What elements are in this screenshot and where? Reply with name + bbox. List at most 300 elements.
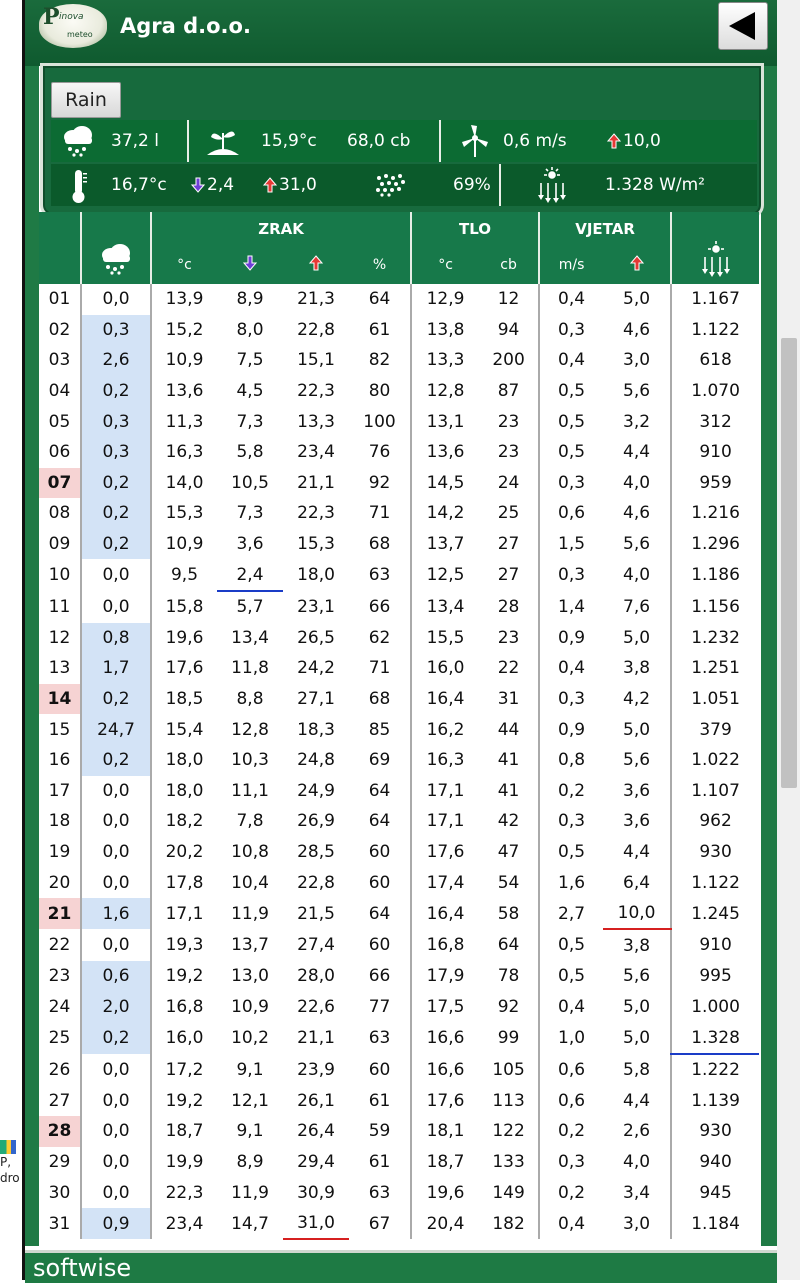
value-cell-rh: 80 [368,381,391,402]
value-cell-tmin: 5,7 [236,597,264,618]
value-cell-rad: 945 [671,1177,759,1208]
value-cell-tmax: 23,1 [297,596,335,617]
monthly-summary [43,66,761,215]
fragment-text-1: P, [0,1155,12,1169]
value-cell-rad: 930 [671,837,759,868]
divider [187,120,189,162]
value-cell-rh: 71 [368,658,391,679]
value-cell-tmin: 11,1 [231,780,269,801]
divider [499,164,501,206]
value-cell-rain: 0,3 [81,406,151,437]
value-cell-tmax: 18,0 [297,565,335,586]
value-cell-tmin: 7,5 [236,350,264,371]
value-cell-st: 18,1 [411,1116,479,1147]
value-cell-ws: 0,6 [539,1085,603,1116]
value-cell-t: 17,6 [151,653,217,684]
table-row [39,898,759,930]
wind-max: 10,0 [623,131,661,151]
value-cell-rh: 82 [368,350,391,371]
value-cell-ws: 0,2 [539,776,603,807]
value-cell-rain: 0,0 [81,776,151,807]
value-cell-sc: 64 [497,935,520,956]
value-cell-tmax: 27,4 [297,935,335,956]
day-cell: 23 [48,966,71,987]
value-cell-rain: 0,2 [81,376,151,407]
value-cell-rh: 60 [368,935,391,956]
value-cell-rad: 1.070 [671,376,759,407]
value-cell-rad: 1.251 [671,653,759,684]
station-title: Agra d.o.o. [120,14,251,38]
value-cell-wmax: 4,4 [623,442,651,463]
wind-max-header [603,246,671,284]
value-cell-rain: 2,6 [81,345,151,376]
rain-column-header [81,212,151,284]
table-row [39,961,759,992]
value-cell-rad: 1.184 [671,1208,759,1240]
value-cell-t: 13,9 [151,284,217,315]
value-cell-st: 16,6 [411,1054,479,1086]
value-cell-ws: 0,9 [539,623,603,654]
value-cell-st: 17,4 [411,867,479,898]
value-cell-tmin: 13,7 [231,935,269,956]
value-cell-rad: 1.216 [671,498,759,529]
table-row [39,653,759,684]
scrollbar-thumb[interactable] [781,338,797,788]
day-cell: 18 [48,811,71,832]
value-cell-t: 19,3 [151,929,217,961]
day-cell: 14 [39,684,81,715]
value-cell-ws: 0,4 [539,992,603,1023]
value-cell-ws: 0,3 [539,1147,603,1178]
wind-turbine-icon [459,124,491,158]
value-cell-rh: 60 [368,841,391,862]
table-row [39,315,759,346]
day-cell: 06 [48,442,71,463]
value-cell-rain: 0,0 [81,837,151,868]
value-cell-ws: 1,0 [539,1022,603,1054]
value-cell-tmax: 15,1 [297,350,335,371]
humidity-unit: % [349,246,411,284]
value-cell-rad: 1.296 [671,529,759,560]
value-cell-sc: 78 [497,966,520,987]
value-cell-wmax: 4,4 [623,1090,651,1111]
value-cell-rh: 64 [368,903,391,924]
value-cell-ws: 0,3 [539,684,603,715]
value-cell-wmax: 5,0 [623,996,651,1017]
value-cell-rad: 940 [671,1147,759,1178]
value-cell-st: 14,5 [411,468,479,499]
value-cell-rain: 0,0 [81,867,151,898]
wind-average: 0,6 m/s [503,131,567,151]
value-cell-st: 16,4 [411,684,479,715]
value-cell-rh: 62 [368,627,391,648]
value-cell-tmin: 9,1 [236,1121,264,1142]
soil-group-header: TLO [411,212,539,246]
value-cell-sc: 54 [497,872,520,893]
day-cell: 24 [48,996,71,1017]
value-cell-rad: 1.186 [671,559,759,591]
value-cell-rain: 2,0 [81,992,151,1023]
background-window-fragment [0,1140,22,1200]
value-cell-ws: 0,2 [539,1116,603,1147]
value-cell-t: 15,2 [151,315,217,346]
value-cell-rh: 71 [368,503,391,524]
value-cell-tmax: 21,3 [297,289,335,310]
value-cell-st: 17,1 [411,806,479,837]
value-cell-ws: 0,5 [539,837,603,868]
value-cell-t: 14,0 [151,468,217,499]
day-cell: 08 [48,503,71,524]
value-cell-t: 20,2 [151,837,217,868]
value-cell-tmax: 21,5 [297,903,335,924]
value-cell-tmax: 22,3 [297,381,335,402]
air-temp-unit: °c [151,246,217,284]
value-cell-tmax: 24,9 [297,780,335,801]
value-cell-rain: 0,8 [81,623,151,654]
value-cell-ws: 0,8 [539,745,603,776]
value-cell-sc: 41 [497,750,520,771]
table-row [39,1085,759,1116]
value-cell-tmin: 8,9 [236,289,264,310]
value-cell-ws: 0,2 [539,1177,603,1208]
rain-button[interactable]: Rain [51,82,121,118]
value-cell-wmax: 4,0 [623,1151,651,1172]
value-cell-rain: 0,6 [81,961,151,992]
value-cell-t: 19,2 [151,1085,217,1116]
value-cell-st: 17,1 [411,776,479,807]
value-cell-rad: 930 [671,1116,759,1147]
value-cell-wmax: 7,6 [623,596,651,617]
app-header [25,0,777,69]
value-cell-sc: 23 [497,411,520,432]
value-cell-st: 16,6 [411,1022,479,1054]
value-cell-sc: 200 [492,350,525,371]
value-cell-t: 16,3 [151,437,217,468]
value-cell-ws: 0,4 [539,653,603,684]
value-cell-rad: 1.139 [671,1085,759,1116]
value-cell-rain: 0,2 [81,529,151,560]
value-cell-ws: 0,5 [539,376,603,407]
value-cell-t: 18,0 [151,745,217,776]
day-cell: 15 [48,719,71,740]
summary-row-2 [51,164,757,206]
table-row [39,345,759,376]
soil-moisture: 68,0 cb [347,131,411,151]
app-icon [0,1140,16,1154]
table-row [39,406,759,437]
value-cell-wmax: 4,0 [623,472,651,493]
logo-letter: P [43,4,60,30]
value-cell-tmax: 28,0 [297,966,335,987]
value-cell-sc: 25 [497,503,520,524]
value-cell-ws: 1,4 [539,591,603,623]
value-cell-sc: 24 [497,472,520,493]
wind-group-header: VJETAR [539,212,671,246]
divider [439,120,441,162]
value-cell-tmax: 21,1 [297,472,335,493]
day-cell: 03 [48,350,71,371]
wind-speed-unit: m/s [539,246,603,284]
value-cell-wmax: 3,6 [623,780,651,801]
value-cell-sc: 12 [497,289,520,310]
value-cell-t: 15,4 [151,714,217,745]
day-cell: 29 [48,1151,71,1172]
arrow-up-icon [263,177,277,193]
value-cell-tmax: 21,1 [297,1028,335,1049]
value-cell-sc: 182 [492,1213,525,1234]
day-cell: 30 [48,1182,71,1203]
value-cell-t: 19,6 [151,623,217,654]
value-cell-ws: 0,5 [539,437,603,468]
table-row [39,684,759,715]
summary-row-1 [51,120,757,162]
value-cell-ws: 1,6 [539,867,603,898]
desktop-strip [0,0,22,1280]
solar-radiation: 1.328 W/m² [605,175,705,195]
value-cell-tmin: 7,3 [236,411,264,432]
day-cell: 01 [48,289,71,310]
footer-bar [25,1250,777,1283]
air-min: 2,4 [207,175,235,195]
value-cell-rain: 1,7 [81,653,151,684]
value-cell-ws: 0,4 [539,284,603,315]
day-cell: 13 [48,658,71,679]
value-cell-st: 19,6 [411,1177,479,1208]
value-cell-st: 13,8 [411,315,479,346]
value-cell-rad: 1.232 [671,623,759,654]
value-cell-t: 10,9 [151,345,217,376]
value-cell-tmin: 10,2 [231,1028,269,1049]
value-cell-ws: 0,5 [539,406,603,437]
value-cell-tmin: 12,1 [231,1090,269,1111]
value-cell-st: 12,5 [411,559,479,591]
table-row [39,1177,759,1208]
value-cell-sc: 44 [497,719,520,740]
value-cell-tmax: 26,4 [297,1121,335,1142]
value-cell-wmax: 6,4 [623,872,651,893]
value-cell-wmax: 5,0 [623,289,651,310]
humidity: 69% [453,175,491,195]
value-cell-sc: 149 [492,1182,525,1203]
value-cell-st: 13,3 [411,345,479,376]
value-cell-t: 19,2 [151,961,217,992]
value-cell-wmax: 4,0 [623,565,651,586]
value-cell-rain: 0,2 [81,1022,151,1054]
value-cell-ws: 0,3 [539,806,603,837]
value-cell-rain: 0,3 [81,437,151,468]
value-cell-tmin: 8,8 [236,689,264,710]
day-cell: 12 [48,627,71,648]
rain-cloud-icon [99,242,133,276]
value-cell-rain: 0,0 [81,1116,151,1147]
value-cell-ws: 0,3 [539,559,603,591]
value-cell-st: 16,3 [411,745,479,776]
value-cell-tmin: 4,5 [236,381,264,402]
day-cell: 26 [48,1059,71,1080]
air-temperature: 16,7°c [111,175,167,195]
table-row [39,376,759,407]
back-arrow-icon [727,10,759,42]
page-scrollbar[interactable] [777,0,800,1280]
value-cell-tmin: 12,8 [231,719,269,740]
soil-sprout-icon [205,125,241,157]
value-cell-wmax: 3,8 [623,935,651,956]
value-cell-st: 20,4 [411,1208,479,1240]
value-cell-rain: 0,9 [81,1208,151,1240]
table-header-groups [39,212,759,246]
value-cell-sc: 94 [497,319,520,340]
value-cell-t: 18,7 [151,1116,217,1147]
value-cell-rad: 618 [671,345,759,376]
value-cell-t: 18,0 [151,776,217,807]
value-cell-tmin: 3,6 [236,534,264,555]
value-cell-rain: 0,2 [81,684,151,715]
value-cell-tmin: 7,3 [236,503,264,524]
value-cell-tmax: 26,1 [297,1090,335,1111]
value-cell-rad: 959 [671,468,759,499]
table-row [39,714,759,745]
table-row [39,559,759,591]
table-row [39,529,759,560]
table-row [39,806,759,837]
value-cell-rad: 1.167 [671,284,759,315]
value-cell-ws: 0,3 [539,315,603,346]
value-cell-rad: 1.051 [671,684,759,715]
value-cell-wmax: 3,4 [623,1182,651,1203]
value-cell-tmax: 24,8 [297,750,335,771]
value-cell-rain: 0,2 [81,745,151,776]
value-cell-rain: 0,0 [81,559,151,591]
radiation-sun-icon [535,167,569,203]
content-panel [39,66,761,1250]
arrow-up-icon [630,255,644,271]
value-cell-rain: 0,2 [81,498,151,529]
day-cell: 22 [48,935,71,956]
soil-temperature: 15,9°c [261,131,317,151]
value-cell-rh: 66 [368,966,391,987]
value-cell-rh: 64 [368,811,391,832]
value-cell-rain: 0,0 [81,1054,151,1086]
value-cell-rh: 60 [368,1059,391,1080]
value-cell-st: 12,9 [411,284,479,315]
table-row [39,468,759,499]
table-row [39,1147,759,1178]
value-cell-st: 16,0 [411,653,479,684]
value-cell-rain: 0,2 [81,468,151,499]
value-cell-rh: 92 [368,472,391,493]
value-cell-ws: 0,5 [539,961,603,992]
value-cell-tmin: 13,4 [231,627,269,648]
day-cell: 31 [48,1213,71,1234]
value-cell-rh: 76 [368,442,391,463]
air-max-header [283,246,349,284]
soil-moisture-unit: cb [479,246,539,284]
value-cell-rh: 69 [368,750,391,771]
value-cell-wmax: 4,6 [623,503,651,524]
air-min-header [217,246,283,284]
value-cell-tmax: 22,6 [297,996,335,1017]
value-cell-sc: 122 [492,1121,525,1142]
value-cell-tmax: 26,9 [297,811,335,832]
value-cell-sc: 28 [497,596,520,617]
value-cell-st: 17,9 [411,961,479,992]
day-cell: 07 [39,468,81,499]
value-cell-rad: 962 [671,806,759,837]
value-cell-tmin: 10,4 [231,872,269,893]
value-cell-wmax: 3,6 [623,811,651,832]
value-cell-wmax: 3,2 [623,411,651,432]
value-cell-rad: 312 [671,406,759,437]
value-cell-t: 22,3 [151,1177,217,1208]
value-cell-t: 18,5 [151,684,217,715]
value-cell-tmax: 26,5 [297,627,335,648]
rain-cloud-icon [61,124,95,158]
value-cell-rain: 0,0 [81,1085,151,1116]
day-column-header [39,212,81,284]
value-cell-tmax: 28,5 [297,841,335,862]
value-cell-rh: 64 [368,780,391,801]
value-cell-tmax: 29,4 [297,1151,335,1172]
logo-text-top: inova [59,12,84,22]
value-cell-sc: 41 [497,780,520,801]
value-cell-tmax: 23,9 [297,1059,335,1080]
value-cell-sc: 23 [497,442,520,463]
thermometer-icon [69,168,89,204]
value-cell-sc: 58 [497,903,520,924]
daily-data-table [39,212,759,1240]
value-cell-tmax: 13,3 [297,411,335,432]
value-cell-wmax: 5,6 [623,534,651,555]
value-cell-t: 9,5 [151,559,217,591]
air-max: 31,0 [279,175,317,195]
value-cell-t: 17,2 [151,1054,217,1086]
rain-total: 37,2 l [111,131,159,151]
value-cell-st: 16,8 [411,929,479,961]
value-cell-rain: 1,6 [81,898,151,930]
value-cell-rad: 1.122 [671,867,759,898]
value-cell-rad: 1.156 [671,591,759,623]
table-row [39,1208,759,1240]
table-row [39,437,759,468]
value-cell-st: 13,6 [411,437,479,468]
value-cell-ws: 0,6 [539,498,603,529]
value-cell-ws: 0,4 [539,345,603,376]
value-cell-sc: 22 [497,658,520,679]
value-cell-rain: 0,0 [81,284,151,315]
value-cell-wmax: 5,6 [623,381,651,402]
value-cell-t: 15,3 [151,498,217,529]
back-button[interactable] [718,2,768,50]
value-cell-rad: 910 [671,437,759,468]
value-cell-tmax: 22,8 [297,872,335,893]
value-cell-rh: 61 [368,1090,391,1111]
value-cell-sc: 105 [492,1059,525,1080]
value-cell-t: 16,0 [151,1022,217,1054]
pinova-meteo-logo [39,4,107,48]
value-cell-sc: 27 [497,565,520,586]
table-row [39,591,759,623]
day-cell: 27 [48,1090,71,1111]
value-cell-rh: 61 [368,319,391,340]
value-cell-wmax: 10,0 [603,898,671,930]
value-cell-st: 16,2 [411,714,479,745]
value-cell-t: 17,1 [151,898,217,930]
value-cell-wmax: 5,6 [623,750,651,771]
value-cell-ws: 0,5 [539,929,603,961]
air-group-header: ZRAK [151,212,411,246]
value-cell-rain: 0,0 [81,1147,151,1178]
value-cell-rad: 1.000 [671,992,759,1023]
